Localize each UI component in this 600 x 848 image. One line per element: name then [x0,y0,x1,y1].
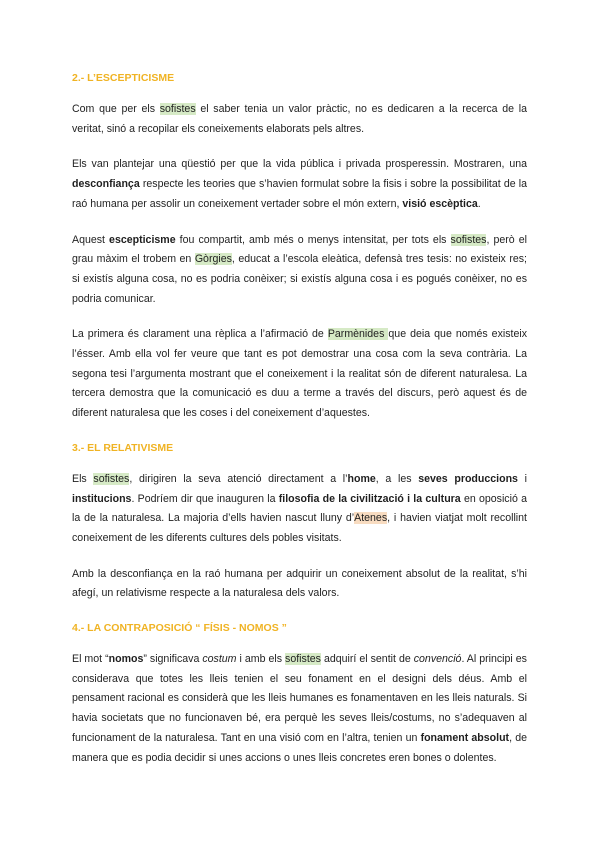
bold-term: desconfiança [72,178,140,191]
text-run: , però el grau màxim el trobem en [72,233,527,266]
text-run: en oposició a la de la naturalesa. La majoria d’ells havien nascut lluny d’ [72,492,527,525]
text-run: Els van plantejar una qüestió per que la vida pública i privada prosperessin. Mostraren, una [72,158,527,171]
text-run: i amb els [236,653,286,666]
document-body [72,70,527,784]
text-run: respecte les teories que s’havien formulat sobre la fisis i sobre la possibilitat de la raó humana per assolir un coneixement vertader sobre el món extern, [72,178,527,210]
section-heading-escepticisme: 2.- L’ESCEPTICISME [72,72,175,84]
text-run: Els [72,472,94,485]
paragraph [72,231,527,310]
text-run: , de manera que es podia decidir si unes accions o unes lleis concretes eren bones o dolentes. [72,731,527,764]
text-run: i [517,472,527,485]
text-run: , i havien viatjat molt recollint coneixement de les diferents cultures dels pobles visitats. [72,512,527,544]
highlighted-term: sofistes [285,653,321,666]
text-run: . Podríem dir que inauguren la [131,492,279,505]
highlighted-term: Atenes [354,512,388,525]
paragraph [72,155,527,214]
bold-term: filosofia de la civilització i la cultura [278,492,461,505]
bold-term: nomos [108,653,144,666]
italic-term: costum [202,653,237,666]
paragraph [72,325,527,424]
text-run: , dirigiren la seva atenció directament a l’ [129,472,348,485]
text-run: . Al principi es considerava que totes les lleis tenien el seu fonament en el designi dels déus. Amb el pensament racional es considerà que les lleis humanes es fonamentaven en les lleis naturals. Si havia societats que no funcionaven bé, era perquè les seves lleis/costums, no s’adequaven al funcionament de la naturalesa. Tant en una visió com en l’altra, tenien un [72,653,527,744]
bold-term: fonament absolut [420,731,510,744]
paragraph [72,470,527,549]
highlighted-term: sofistes [93,472,130,485]
highlighted-term: sofistes [159,103,196,115]
text-run: El mot “ [72,653,109,666]
highlighted-term: Gòrgies [194,253,232,266]
highlighted-term: Parmènides [327,328,389,341]
text-run: , a les [375,472,419,485]
text-run: ” significava [143,653,203,666]
italic-term: convenció [413,653,462,666]
section-heading-contraposicio: 4.- LA CONTRAPOSICIÓ “ FÍSIS - NOMOS ” [72,622,287,635]
text-run: adquirí el sentit de [320,653,414,666]
text-run: La primera és clarament una rèplica a l’afirmació de [72,328,328,341]
bold-term: seves produccions [418,472,518,485]
text-run: . [477,197,481,210]
text-run: fou compartit, amb més o menys intensitat, per tots els [175,233,451,246]
section-heading-relativisme: 3.- EL RELATIVISME [72,441,174,454]
text-run: Amb la desconfiança en la raó humana per adquirir un coneixement absolut de la realitat, s’hi afegí, un relativisme respecte a la naturalesa dels valors. [72,567,527,600]
paragraph [72,650,527,768]
text-run: , educat a l’escola eleàtica, defensà tres tesis: no existeix res; si existís alguna cosa, no es podria conèixer; si existís alguna cosa i es pogués conèixer, no es podria comunicar. [72,253,527,305]
text-run: Com que per els [72,103,160,115]
highlighted-term: sofistes [450,233,487,246]
bold-term: visió escèptica [402,197,478,210]
paragraph [72,100,527,139]
text-run: que deia que només existeix l’ésser. Amb ella vol fer veure que tant es pot demostrar una cosa com la seva contrària. La segona tesi l’argumenta mostrant que el coneixement i la realitat són de diferent naturalesa. La tercera demostra que la comunicació es duu a terme a través del discurs, però aquest és de diferent naturalesa que les coses i del coneixement d’aquestes. [72,328,527,420]
bold-term: home [347,472,376,485]
paragraph [72,565,527,604]
bold-term: institucions [72,492,132,505]
text-run: Aquest [72,233,110,246]
text-run: el saber tenia un valor pràctic, no es dedicaren a la recerca de la veritat, sinó a recopilar els coneixements elaborats pels altres. [72,103,528,135]
bold-term: escepticisme [109,233,176,246]
